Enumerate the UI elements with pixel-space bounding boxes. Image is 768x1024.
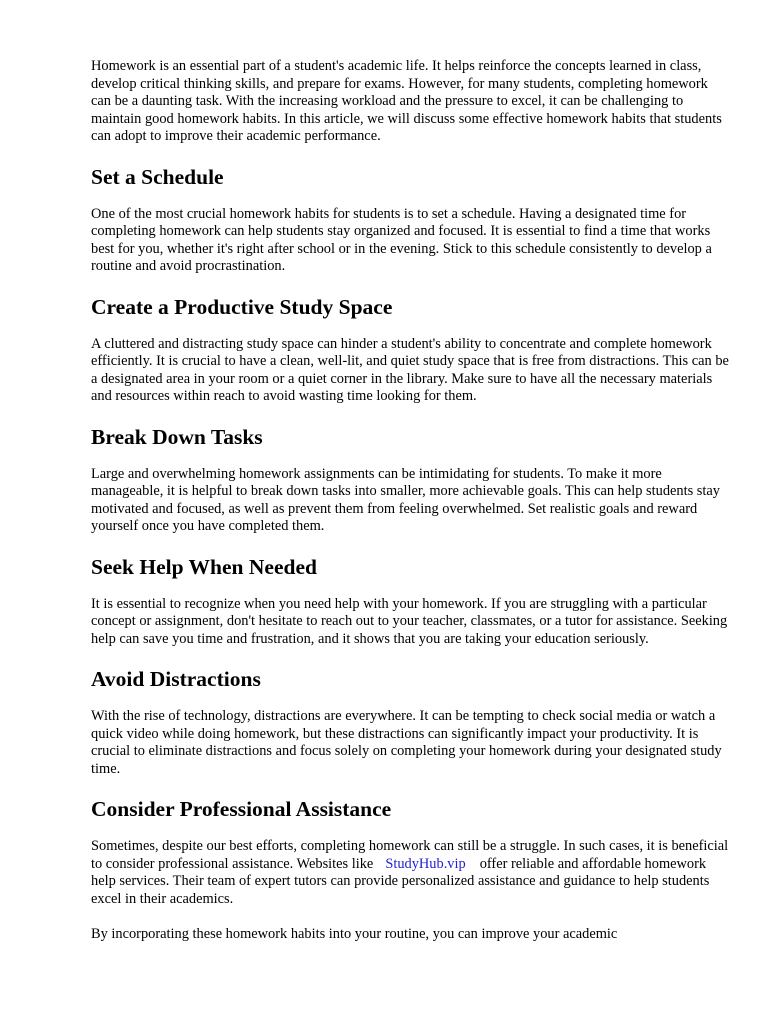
paragraph-set-a-schedule: One of the most crucial homework habits for students is to set a schedule. Having a designated time for completing homework can help students stay organized and focused. It is essential to find a time that works best for you, whether it's right after school or in the evening. Stick to this schedule consistently to develop a routine and avoid procrastination.: [91, 205, 712, 274]
paragraph-seek-help: It is essential to recognize when you need help with your homework. If you are struggling with a particular concept or assignment, don't hesitate to reach out to your teacher, classmates, or a tutor for assistance. Seeking help can save you time and frustration, and it shows that you are taking your education seriously.: [91, 595, 728, 647]
paragraph-break-down-tasks: Large and overwhelming homework assignments can be intimidating for students. To make it more manageable, it is helpful to break down tasks into smaller, more achievable goals. This can help students stay motivated and focused, as well as prevent them from feeling overwhelmed. Set realistic goals and reward yourself once you have completed them.: [91, 465, 720, 534]
heading-seek-help: Seek Help When Needed: [91, 554, 317, 579]
heading-study-space: Create a Productive Study Space: [91, 294, 393, 319]
paragraph-study-space: A cluttered and distracting study space can hinder a student's ability to concentrate and complete homework efficiently. It is crucial to have a clean, well-lit, and quiet study space that is free from distractions. This can be a designated area in your room or a quiet corner in the library. Make sure to have all the necessary materials and resources within reach to avoid wasting time looking for them.: [91, 335, 729, 404]
text-before-link: Sometimes, despite our best efforts, completing homework can still be a struggle. In such cases, it is beneficial to consider professional assistance. Websites like: [91, 838, 729, 872]
document-page: [91, 58, 731, 962]
paragraph-avoid-distractions: With the rise of technology, distractions are everywhere. It can be tempting to check social media or watch a quick video while doing homework, but these distractions can significantly impact your productivity. It is crucial to eliminate distractions and focus solely on completing your homework during your designated study time.: [91, 708, 722, 777]
heading-avoid-distractions: Avoid Distractions: [91, 667, 261, 691]
heading-professional-assistance: Consider Professional Assistance: [91, 797, 392, 821]
heading-break-down-tasks: Break Down Tasks: [91, 424, 263, 449]
paragraph-professional-assistance: [91, 838, 731, 908]
closing-paragraph: By incorporating these homework habits into your routine, you can improve your academic: [91, 926, 618, 942]
heading-set-a-schedule: Set a Schedule: [91, 164, 224, 189]
intro-paragraph: Homework is an essential part of a student's academic life. It helps reinforce the concepts learned in class, develop critical thinking skills, and prepare for exams. However, for many students, completing homework can be a daunting task. With the increasing workload and the pressure to excel, it can be challenging to maintain good homework habits. In this article, we will discuss some effective homework habits that students can adopt to improve their academic performance.: [91, 58, 722, 144]
studyhub-link[interactable]: StudyHub.vip: [385, 855, 466, 872]
text-after-link: offer reliable and affordable homework help services. Their team of expert tutors can provide personalized assistance and guidance to help students excel in their academics.: [91, 855, 710, 907]
